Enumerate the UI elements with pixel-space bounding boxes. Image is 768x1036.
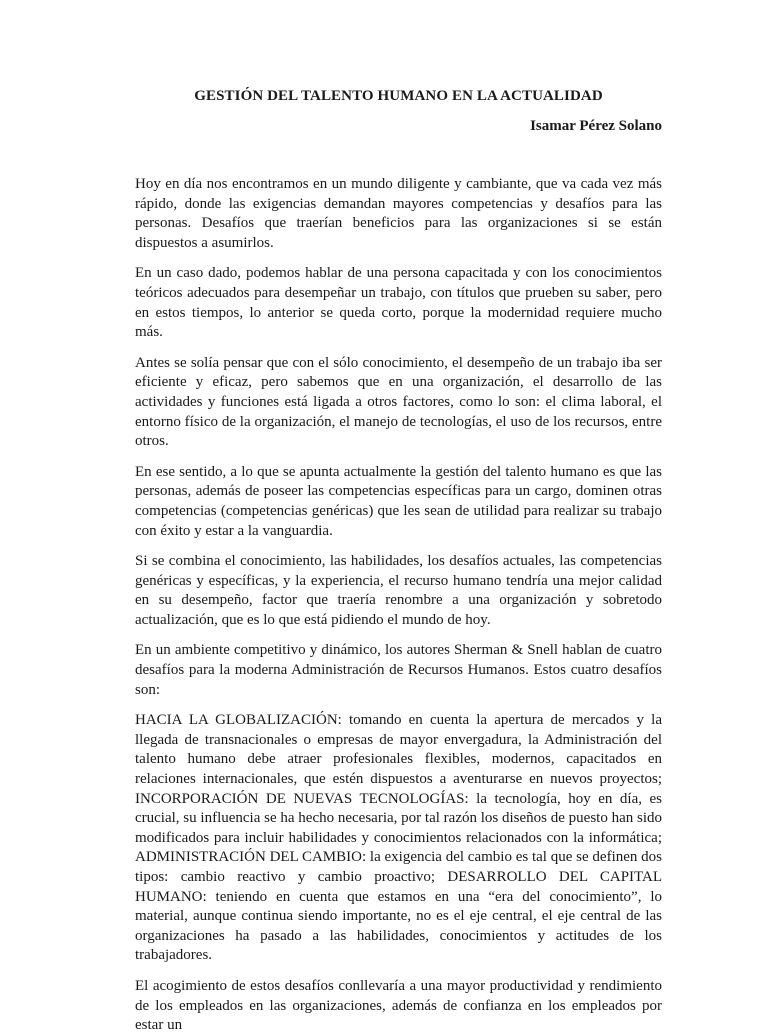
challenge-globalization-heading: HACIA LA GLOBALIZACIÓN bbox=[135, 712, 338, 729]
challenge-change-heading: ADMINISTRACIÓN DEL CAMBIO bbox=[135, 849, 362, 866]
challenge-human-capital-text: : teniendo en cuenta que estamos en una “era del conocimiento”, lo material, aunque continua siendo importante, no es el eje central, el eje central de las organizaciones ha pasado a las habilidades, conocimientos y actitudes de los trabajadores. bbox=[135, 888, 662, 964]
document-author: Isamar Pérez Solano bbox=[530, 118, 662, 134]
paragraph-4: En ese sentido, a lo que se apunta actualmente la gestión del talento humano es que las personas, además de poseer las competencias específicas para un cargo, dominen otras competencias (competencias genéricas) que les sean de utilidad para realizar su trabajo con éxito y estar a la vanguardia. bbox=[135, 463, 662, 539]
challenge-globalization-text: : tomando en cuenta la apertura de mercados y la llegada de transnacionales o empresas de mayor envergadura, la Administración del talento humano debe atraer profesionales flexibles, modernos, capacitados en relaciones internacionales, que estén dispuestos a aventurarse en nuevos proyectos; bbox=[135, 712, 662, 788]
paragraph-5: Si se combina el conocimiento, las habilidades, los desafíos actuales, las competencias genéricas y específicas, y la experiencia, el recurso humano tendría una mejor calidad en su desempeño, factor que traería renombre a una organización y sobretodo actualización, que es lo que está pidiendo el mundo de hoy. bbox=[135, 553, 662, 628]
paragraph-3: Antes se solía pensar que con el sólo conocimiento, el desempeño de un trabajo iba ser eficiente y eficaz, pero sabemos que en una organización, el desarrollo de las actividades y funciones está ligada a otros factores, como lo son: el clima laboral, el entorno físico de la organización, el manejo de tecnologías, el uso de los recursos, entre otros. bbox=[135, 354, 662, 450]
paragraph-6: En un ambiente competitivo y dinámico, los autores Sherman & Snell hablan de cuatro desafíos para la moderna Administración de Recursos Humanos. Estos cuatro desafíos son: bbox=[135, 642, 662, 698]
challenge-change-text: : la exigencia del cambio es tal que se definen dos tipos: cambio reactivo y cambio proactivo; bbox=[135, 849, 662, 885]
challenge-technology-heading: INCORPORACIÓN DE NUEVAS TECNOLOGÍAS bbox=[135, 790, 465, 807]
document-title: GESTIÓN DEL TALENTO HUMANO EN LA ACTUALIDAD bbox=[194, 88, 603, 104]
paragraph-1: Hoy en día nos encontramos en un mundo diligente y cambiante, que va cada vez más rápido, donde las exigencias demandan mayores competencias y desafíos para las personas. Desafíos que traerían beneficios para las organizaciones si se están dispuestos a asumirlos. bbox=[135, 176, 662, 251]
challenge-human-capital-heading: DESARROLLO DEL CAPITAL HUMANO bbox=[135, 869, 662, 905]
challenges-paragraph bbox=[135, 711, 662, 966]
paragraph-2: En un caso dado, podemos hablar de una persona capacitada y con los conocimientos teóricos adecuados para desempeñar un trabajo, con títulos que prueben su saber, pero en estos tiempos, lo anterior se queda corto, porque la modernidad requiere mucho más. bbox=[135, 265, 662, 341]
challenge-technology-text: : la tecnología, hoy en día, es crucial, su influencia se ha hecho necesaria, por tal razón los diseños de puesto han sido modificados para incluir habilidades y conocimientos relacionados con la informática; bbox=[135, 790, 662, 846]
closing-paragraph: El acogimiento de estos desafíos conllevaría a una mayor productividad y rendimiento de los empleados en las organizaciones, además de confianza en los empleados por estar un bbox=[135, 977, 662, 1034]
